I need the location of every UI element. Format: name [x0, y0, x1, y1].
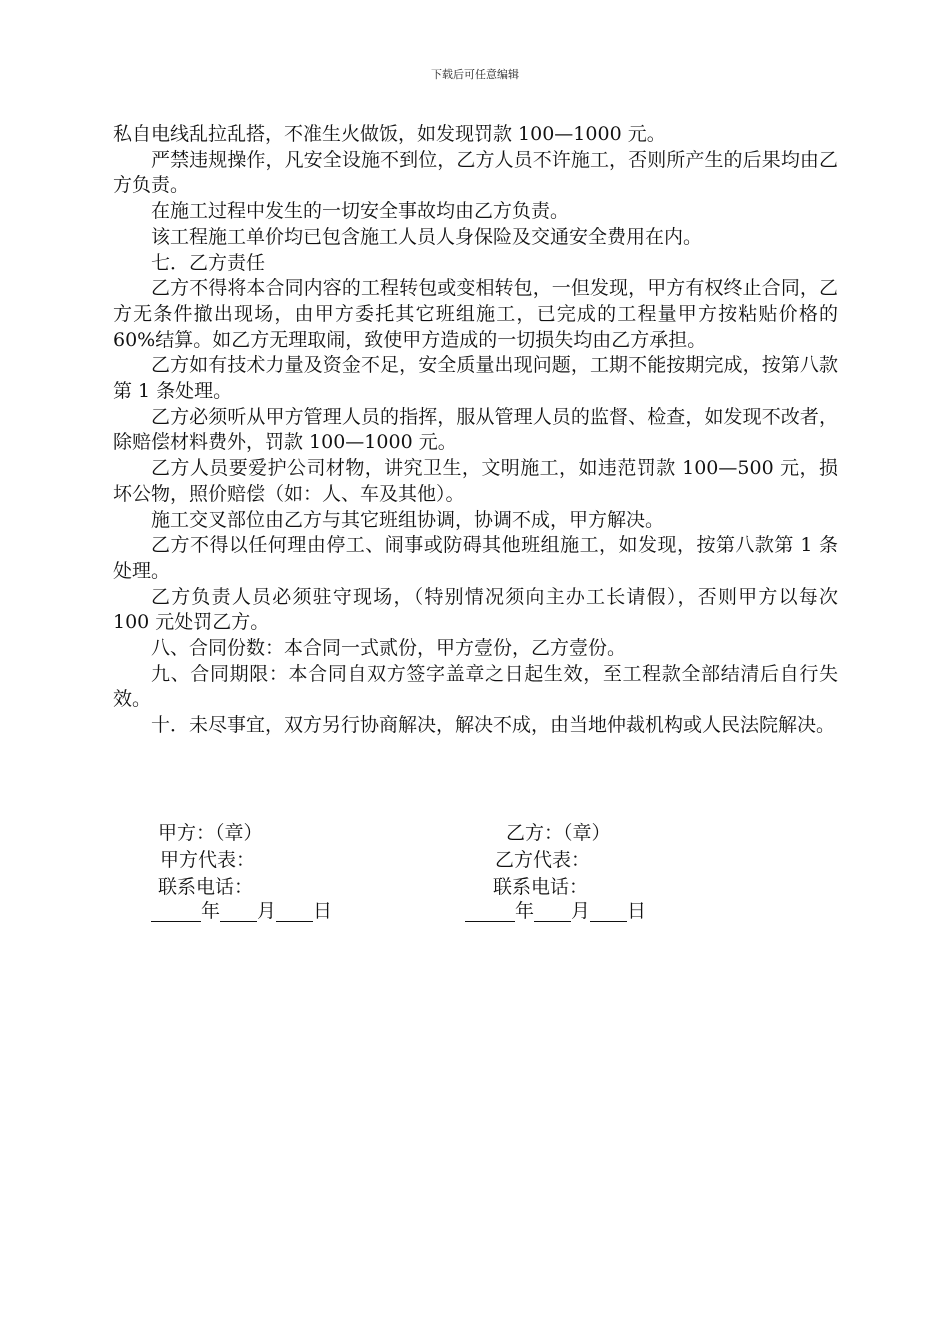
paragraph: 该工程施工单价均已包含施工人员人身保险及交通安全费用在内。	[151, 225, 703, 248]
party-b-date	[465, 898, 646, 925]
party-a-date	[151, 898, 332, 925]
section-heading: 七．乙方责任	[151, 251, 266, 274]
month-label: 月	[257, 900, 277, 922]
day-label: 日	[627, 900, 647, 922]
paragraph: 乙方必须听从甲方管理人员的指挥，服从管理人员的监督、检查，如发现不改者，除赔偿材料费外，罚款 100—1000 元。	[113, 405, 838, 454]
year-label: 年	[515, 900, 535, 922]
party-a-phone: 联系电话：	[158, 876, 254, 898]
paragraph: 八、合同份数：本合同一式贰份，甲方壹份，乙方壹份。	[151, 637, 627, 660]
month-blank	[534, 901, 571, 922]
day-label: 日	[313, 900, 333, 922]
paragraph: 乙方人员要爱护公司材物，讲究卫生，文明施工，如违范罚款 100—500 元，损坏公物，照价赔偿（如：人、车及其他）。	[113, 457, 838, 505]
party-a-representative: 甲方代表：	[160, 849, 256, 871]
month-label: 月	[571, 900, 591, 922]
paragraph: 施工交叉部位由乙方与其它班组协调，协调不成，甲方解决。	[151, 508, 665, 531]
party-b-phone: 联系电话：	[493, 876, 589, 898]
paragraph: 乙方不得将本合同内容的工程转包或变相转包，一但发现，甲方有权终止合同，乙方无条件撤出现场，由甲方委托其它班组施工，已完成的工程量甲方按粘贴价格的 60%结算。如乙方无理取闹，致使甲方造成的一切损失均由乙方承担。	[113, 277, 838, 351]
header-note: 下载后可任意编辑	[431, 68, 519, 81]
paragraph: 乙方负责人员必须驻守现场，（特别情况须向主办工长请假），否则甲方以每次 100 元处罚乙方。	[113, 585, 838, 634]
year-label: 年	[201, 900, 221, 922]
paragraph: 十．未尽事宜，双方另行协商解决，解决不成，由当地仲裁机构或人民法院解决。	[151, 714, 836, 737]
year-blank	[151, 901, 201, 922]
paragraph: 在施工过程中发生的一切安全事故均由乙方负责。	[151, 200, 570, 223]
paragraph: 九、合同期限：本合同自双方签字盖章之日起生效，至工程款全部结清后自行失效。	[113, 662, 838, 711]
month-blank	[220, 901, 257, 922]
party-b-representative: 乙方代表：	[495, 849, 591, 871]
party-b-seal: 乙方：（章）	[506, 822, 611, 844]
contract-body	[113, 122, 838, 739]
year-blank	[465, 901, 515, 922]
paragraph: 乙方不得以任何理由停工、闹事或防碍其他班组施工，如发现，按第八款第 1 条处理。	[113, 534, 838, 582]
paragraph: 严禁违规操作，凡安全设施不到位，乙方人员不许施工，否则所产生的后果均由乙方负责。	[113, 148, 838, 197]
party-a-seal: 甲方：（章）	[158, 822, 263, 844]
day-blank	[590, 901, 627, 922]
paragraph: 私自电线乱拉乱搭，不准生火做饭，如发现罚款 100—1000 元。	[113, 123, 666, 145]
day-blank	[276, 901, 313, 922]
paragraph: 乙方如有技术力量及资金不足，安全质量出现问题，工期不能按期完成，按第八款第 1 条处理。	[113, 354, 838, 403]
